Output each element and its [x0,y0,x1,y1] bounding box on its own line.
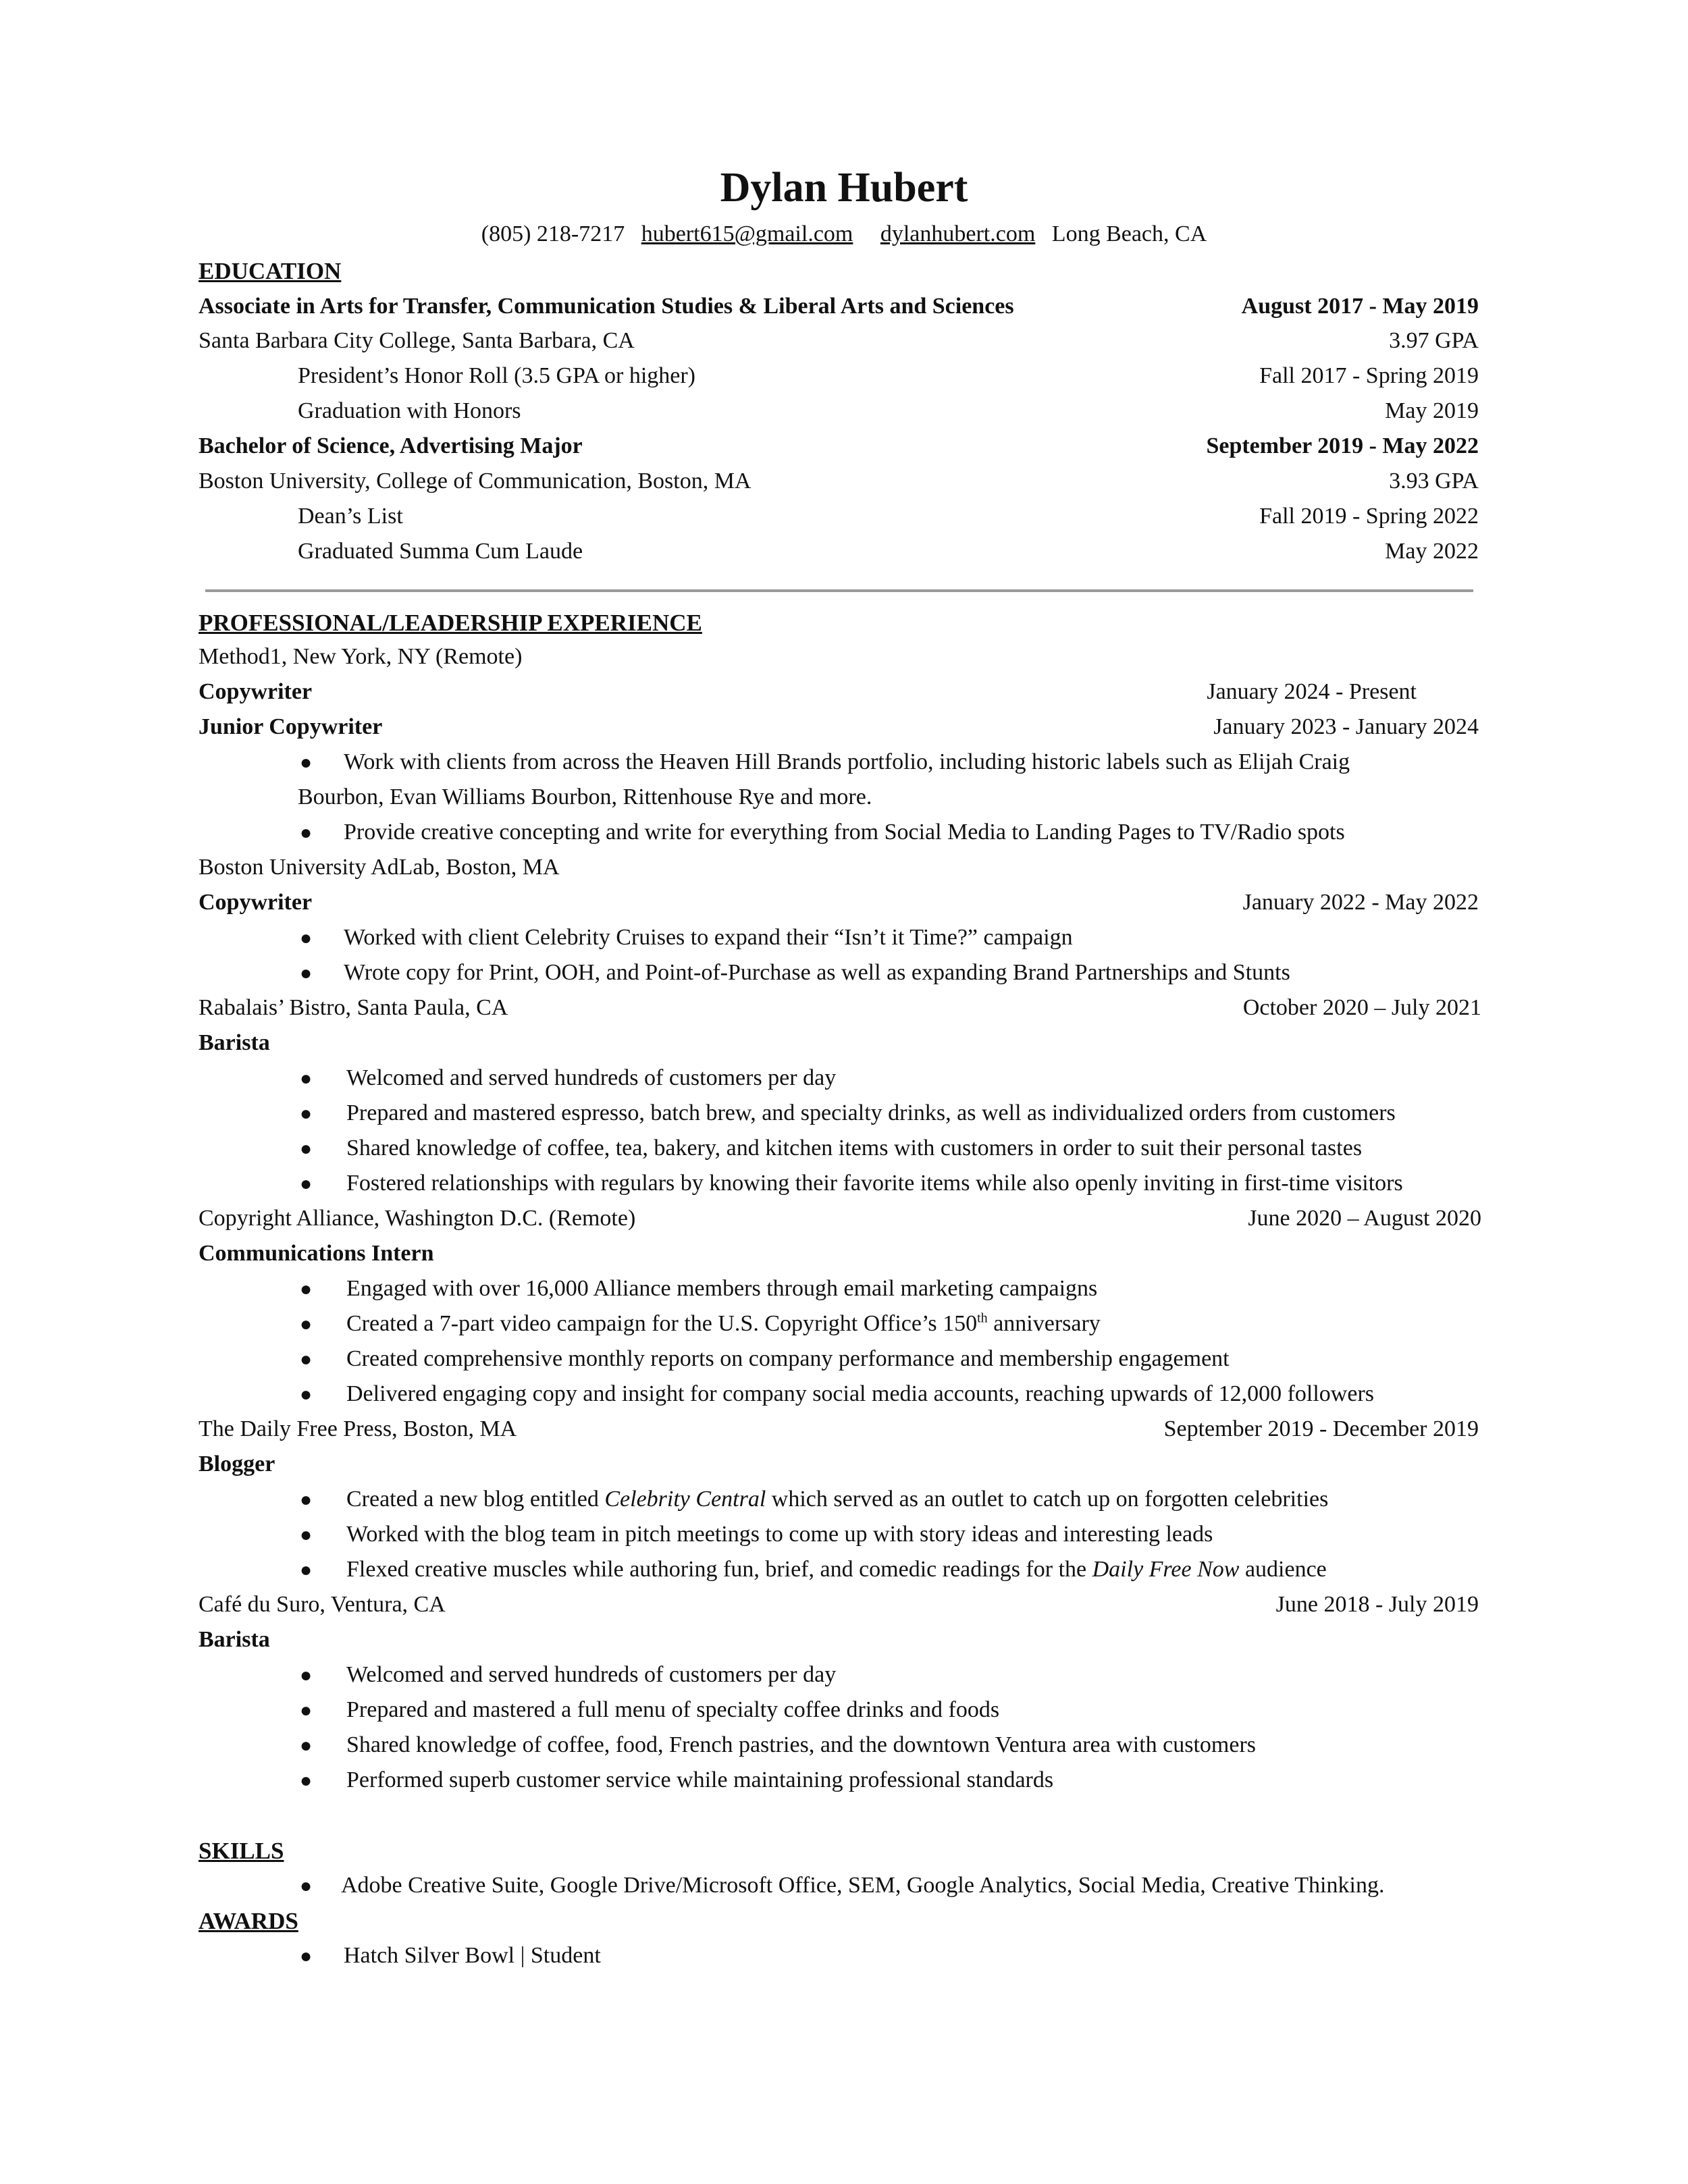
bullet: ● [300,1875,313,1897]
cafe-bullet1: Welcomed and served hundreds of customers per day [346,1662,837,1687]
method1-bullet1-line1: Work with clients from across the Heaven Hill Brands portfolio, including historic labels such as Elijah Craig [344,749,1350,774]
dailyfree-org: The Daily Free Press, Boston, MA [199,1416,517,1441]
bullet: ● [300,1734,313,1757]
cafe-bullet2: Prepared and mastered a full menu of specialty coffee drinks and foods [346,1697,1000,1722]
method1-bullet2: Provide creative concepting and write for everything from Social Media to Landing Pages to TV/Radio spots [344,820,1345,845]
bullet: ● [300,1278,313,1300]
bullet: ● [300,1945,313,1967]
degree2-title: Bachelor of Science, Advertising Major [199,433,583,458]
copyright-bullet2: Created a 7-part video campaign for the U.S. Copyright Office’s 150th anniversary [346,1310,1101,1336]
resume-name: Dylan Hubert [720,165,968,211]
method1-role1: Copywriter [199,679,313,704]
degree1-honor1-dates: Fall 2017 - Spring 2019 [1259,363,1479,388]
copyright-bullet1: Engaged with over 16,000 Alliance members through email marketing campaigns [346,1276,1098,1301]
bullet: ● [300,1559,313,1581]
adlab-bullet1: Worked with client Celebrity Cruises to expand their “Isn’t it Time?” campaign [344,925,1073,950]
copyright-bullet3: Created comprehensive monthly reports on company performance and membership engagement [346,1346,1230,1371]
bullet: ● [300,751,313,774]
dailyfree-bullet2: Worked with the blog team in pitch meetings to come up with story ideas and interesting leads [346,1522,1213,1547]
dailyfree-role: Blogger [199,1451,275,1476]
skills-heading: SKILLS [199,1838,284,1864]
copyright-role: Communications Intern [199,1241,434,1266]
dailyfree-bullet1: Created a new blog entitled Celebrity Central which served as an outlet to catch up on forgotten celebrities [346,1487,1329,1512]
awards-heading: AWARDS [199,1908,298,1934]
degree1-title: Associate in Arts for Transfer, Communication Studies & Liberal Arts and Sciences [199,294,1014,319]
location: Long Beach, CA [1051,221,1207,246]
degree1-school: Santa Barbara City College, Santa Barbara, CA [199,328,635,353]
copyright-org: Copyright Alliance, Washington D.C. (Remote) [199,1206,636,1231]
degree1-gpa: 3.97 GPA [1389,328,1479,353]
education-heading: EDUCATION [199,258,342,284]
method1-org: Method1, New York, NY (Remote) [199,644,523,669]
cafe-dates: June 2018 - July 2019 [1275,1592,1479,1617]
website-link[interactable]: dylanhubert.com [880,221,1036,246]
degree2-gpa: 3.93 GPA [1389,469,1479,494]
cafe-role: Barista [199,1627,270,1652]
rabalais-bullet2: Prepared and mastered espresso, batch brew, and specialty drinks, as well as individualized orders from customers [346,1100,1396,1125]
bullet: ● [300,1138,313,1160]
degree2-school: Boston University, College of Communication, Boston, MA [199,469,751,494]
adlab-dates: January 2022 - May 2022 [1242,890,1479,915]
rabalais-org: Rabalais’ Bistro, Santa Paula, CA [199,995,508,1020]
degree2-honor1: Dean’s List [298,504,403,529]
method1-role2: Junior Copywriter [199,714,383,739]
bullet: ● [300,1524,313,1546]
bullet: ● [300,1313,313,1335]
degree1-dates: August 2017 - May 2019 [1241,294,1479,319]
bullet: ● [300,1173,313,1195]
skills-item: Adobe Creative Suite, Google Drive/Microsoft Office, SEM, Google Analytics, Social Media, Creative Thinking. [341,1873,1385,1898]
copyright-dates: June 2020 – August 2020 [1248,1206,1481,1231]
email-link[interactable]: hubert615@gmail.com [641,221,853,246]
degree1-honor1: President’s Honor Roll (3.5 GPA or higher) [298,363,696,388]
bullet: ● [300,1348,313,1370]
rabalais-dates: October 2020 – July 2021 [1242,995,1481,1020]
method1-bullet1-line2: Bourbon, Evan Williams Bourbon, Rittenhouse Rye and more. [298,784,872,809]
bullet: ● [300,1699,313,1722]
section-divider [205,589,1473,592]
bullet: ● [300,822,313,844]
rabalais-bullet4: Fostered relationships with regulars by knowing their favorite items while also openly inviting in first-time visitors [346,1171,1403,1196]
degree1-honor2-dates: May 2019 [1385,398,1479,423]
phone-number: (805) 218-7217 [481,221,625,246]
adlab-role: Copywriter [199,890,313,915]
dailyfree-bullet3: Flexed creative muscles while authoring fun, brief, and comedic readings for the Daily Free Now audience [346,1557,1327,1582]
bullet: ● [300,927,313,949]
degree1-honor2: Graduation with Honors [298,398,521,423]
degree2-dates: September 2019 - May 2022 [1206,433,1479,458]
method1-role1-dates: January 2024 - Present [1207,679,1417,704]
degree2-honor2: Graduated Summa Cum Laude [298,539,583,564]
awards-item: Hatch Silver Bowl | Student [344,1943,601,1968]
bullet: ● [300,1067,313,1090]
cafe-bullet3: Shared knowledge of coffee, food, French pastries, and the downtown Ventura area with customers [346,1732,1257,1757]
bullet: ● [300,1383,313,1406]
rabalais-bullet3: Shared knowledge of coffee, tea, bakery, and kitchen items with customers in order to suit their personal tastes [346,1136,1363,1161]
bullet: ● [300,1664,313,1686]
rabalais-bullet1: Welcomed and served hundreds of customers per day [346,1065,837,1090]
bullet: ● [300,962,313,984]
experience-heading: PROFESSIONAL/LEADERSHIP EXPERIENCE [199,610,702,636]
adlab-org: Boston University AdLab, Boston, MA [199,855,560,880]
adlab-bullet2: Wrote copy for Print, OOH, and Point-of-Purchase as well as expanding Brand Partnerships and Stunts [344,960,1290,985]
cafe-bullet4: Performed superb customer service while maintaining professional standards [346,1767,1054,1792]
degree2-honor1-dates: Fall 2019 - Spring 2022 [1259,504,1479,529]
bullet: ● [300,1769,313,1792]
degree2-honor2-dates: May 2022 [1385,539,1479,564]
method1-role2-dates: January 2023 - January 2024 [1213,714,1479,739]
contact-line [0,223,1688,246]
cafe-org: Café du Suro, Ventura, CA [199,1592,446,1617]
copyright-bullet4: Delivered engaging copy and insight for company social media accounts, reaching upwards of 12,000 followers [346,1381,1374,1406]
bullet: ● [300,1102,313,1125]
rabalais-role: Barista [199,1030,270,1055]
dailyfree-dates: September 2019 - December 2019 [1163,1416,1479,1441]
bullet: ● [300,1489,313,1511]
